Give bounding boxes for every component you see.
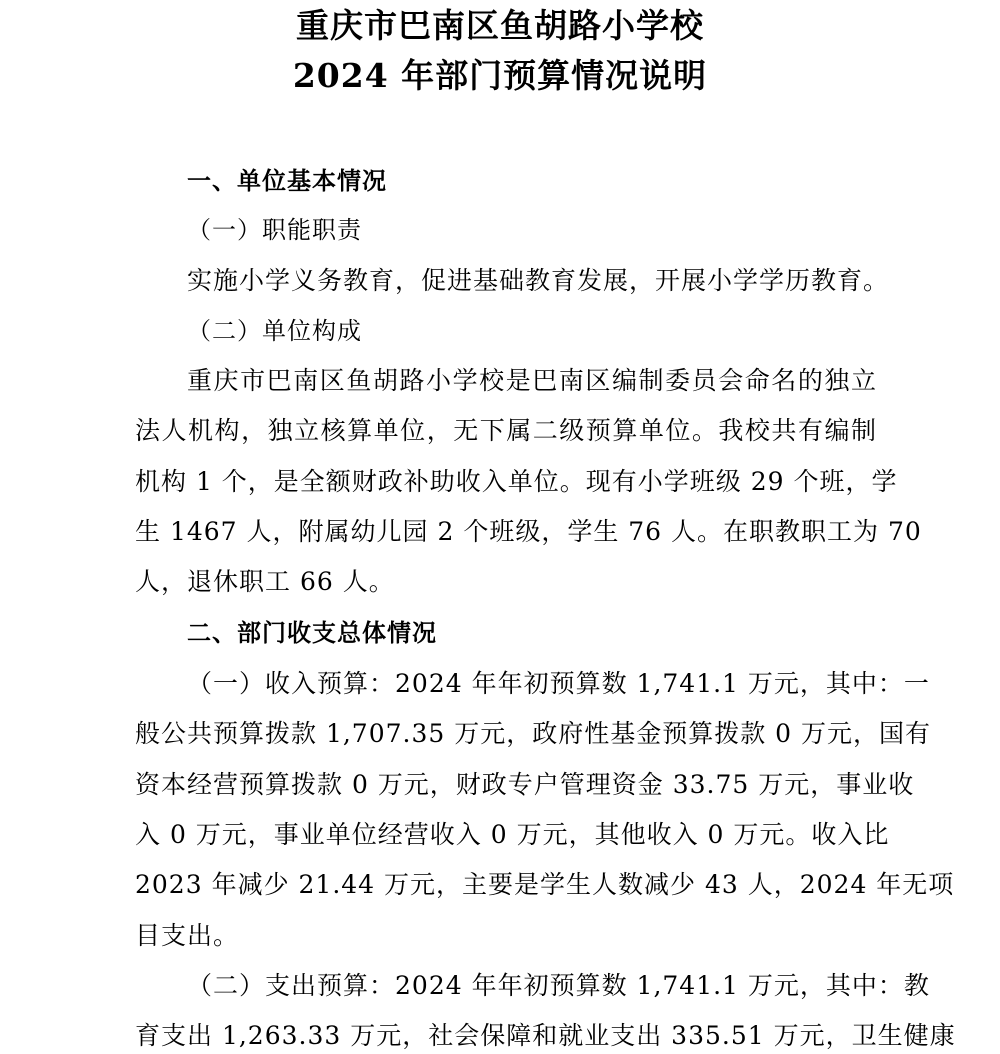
paragraph-line: 人，退休职工 66 人。 bbox=[135, 567, 395, 596]
income-lead: （一）收入预算： bbox=[187, 669, 396, 698]
section1-heading: 一、单位基本情况 bbox=[187, 167, 387, 195]
document-title-line2: 2024 年部门预算情况说明 bbox=[292, 56, 708, 95]
section1-sub1-text: 实施小学义务教育，促进基础教育发展，开展小学学历教育。 bbox=[187, 266, 890, 295]
paragraph-line: 重庆市巴南区鱼胡路小学校是巴南区编制委员会命名的独立 bbox=[187, 366, 877, 395]
paragraph-line: 生 1467 人，附属幼儿园 2 个班级，学生 76 人。在职教职工为 70 bbox=[135, 517, 922, 546]
section1-sub2-heading: （二）单位构成 bbox=[187, 317, 362, 345]
paragraph-line: 目支出。 bbox=[135, 921, 240, 950]
section2-heading: 二、部门收支总体情况 bbox=[187, 619, 437, 647]
section1-sub1-heading: （一）职能职责 bbox=[187, 216, 362, 244]
paragraph-line: 2023 年减少 21.44 万元，主要是学生人数减少 43 人，2024 年无项 bbox=[135, 870, 955, 899]
paragraph-line: 育支出 1,263.33 万元，社会保障和就业支出 335.51 万元，卫生健康 bbox=[135, 1021, 956, 1050]
paragraph-line: 2024 年年初预算数 1,741.1 万元，其中：教 bbox=[395, 971, 930, 1000]
paragraph-line: 般公共预算拨款 1,707.35 万元，政府性基金预算拨款 0 万元，国有 bbox=[135, 719, 932, 748]
expense-lead: （二）支出预算： bbox=[187, 971, 396, 1000]
document-title-line1: 重庆市巴南区鱼胡路小学校 bbox=[296, 6, 704, 45]
expense-first-line bbox=[187, 970, 930, 1002]
paragraph-line: 资本经营预算拨款 0 万元，财政专户管理资金 33.75 万元，事业收 bbox=[135, 770, 915, 799]
paragraph-line: 法人机构，独立核算单位，无下属二级预算单位。我校共有编制 bbox=[135, 416, 877, 445]
paragraph-line: 入 0 万元，事业单位经营收入 0 万元，其他收入 0 万元。收入比 bbox=[135, 820, 890, 849]
paragraph-line: 2024 年年初预算数 1,741.1 万元，其中：一 bbox=[395, 669, 930, 698]
paragraph-line: 机构 1 个，是全额财政补助收入单位。现有小学班级 29 个班，学 bbox=[135, 467, 898, 496]
income-first-line bbox=[187, 668, 930, 700]
